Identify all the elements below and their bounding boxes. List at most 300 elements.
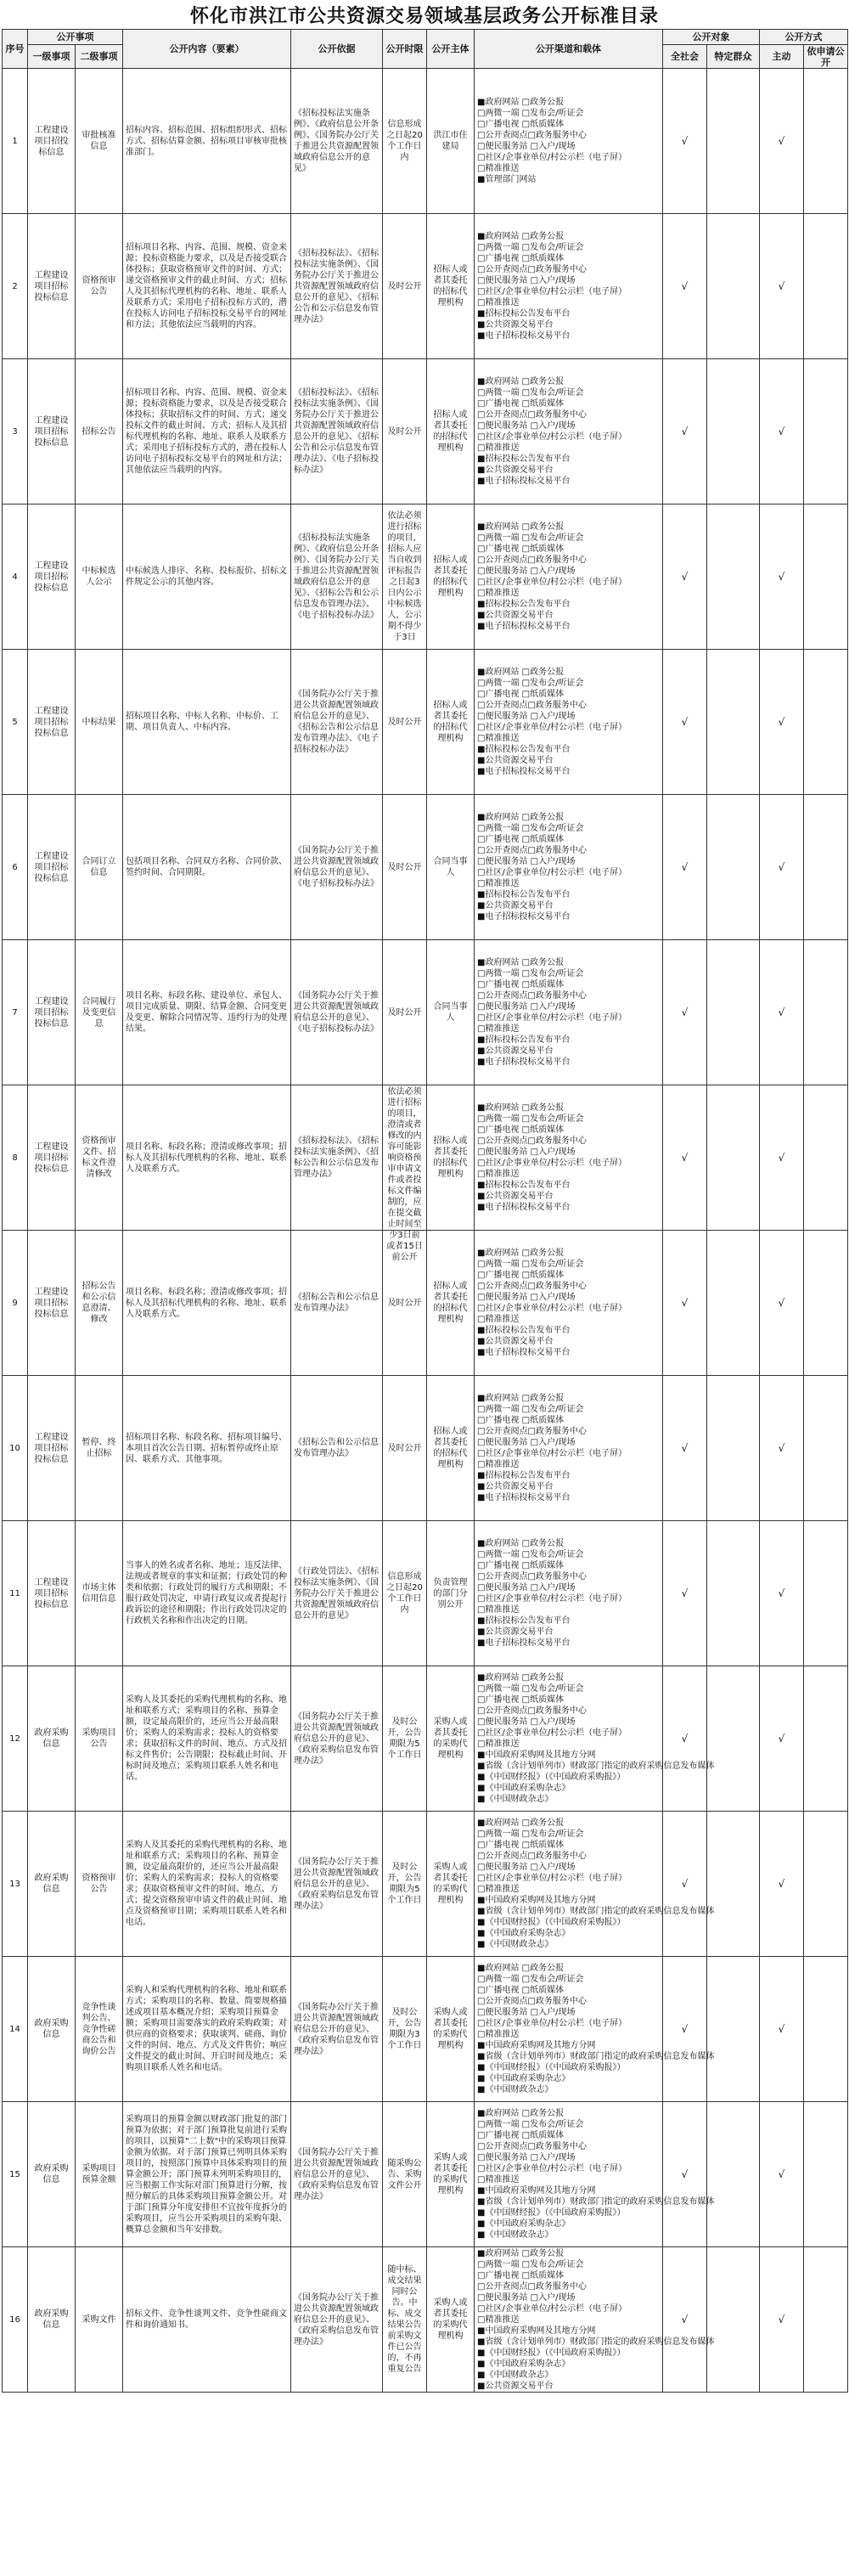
row-apply: [804, 650, 848, 795]
row-active: [760, 795, 804, 940]
channel-item: ■政府网站 □政务公报: [477, 1818, 565, 1828]
channel-item: □公开查阅点□政务服务中心: [477, 991, 587, 1001]
row-channel: [475, 504, 663, 650]
channel-item: □精准推送: [477, 2030, 520, 2039]
row-active-text: √: [778, 1296, 785, 1309]
row-society-text: √: [681, 1877, 689, 1890]
row-specific: [707, 69, 760, 214]
row-channel: [475, 359, 663, 504]
channel-item: ■政府网站 □政务公报: [477, 1673, 565, 1683]
row-society: [663, 359, 707, 504]
row-level1: [28, 1812, 76, 1957]
header-target: 公开对象: [663, 30, 760, 45]
row-channel: [475, 1085, 663, 1231]
row-basis-text: 《招标投标法》、《招标投标法实施条例》、《国务院办公厅关于推进公共资源配置领域政府信息公开的意见》、《招标公告和公示信息发布管理办法》: [294, 248, 379, 324]
row-society-text: √: [681, 860, 689, 873]
row-specific: [707, 1521, 760, 1666]
channel-item: ■公共资源交易平台: [477, 901, 554, 910]
row-time-text: 及时公开，公告期限为5个工作日: [387, 1717, 422, 1760]
channel-item: □精准推送: [477, 734, 520, 743]
channel-item: □社区/企事业单位/村公示栏（电子屏）: [477, 868, 627, 877]
row-basis-text: 《国务院办公厅关于推进公共资源配置领域政府信息公开的意见》、《政府采购信息发布管理办法》: [294, 2292, 379, 2347]
row-time: [383, 2247, 427, 2393]
channel-item: □便民服务站 □入户/现场: [477, 566, 576, 576]
row-society: [663, 1812, 707, 1957]
row-seq: [3, 940, 28, 1085]
row-active-text: √: [778, 1006, 785, 1018]
row-content: [123, 1957, 291, 2102]
channel-item: ■公共资源交易平台: [477, 1046, 554, 1056]
row-specific: [707, 2247, 760, 2393]
channel-item: ■政府网站 □政务公报: [477, 232, 565, 241]
channel-item: □广播电视 □纸质媒体: [477, 1416, 565, 1425]
row-content: [123, 795, 291, 940]
row-basis: [291, 1812, 383, 1957]
channel-item: □社区/企事业单位/村公示栏（电子屏）: [477, 153, 627, 162]
row-level1-text: 工程建设项目招标投标信息: [34, 851, 69, 883]
channel-item: ■《中国政府采购杂志》: [477, 2359, 571, 2369]
channel-item: □便民服务站 □入户/现场: [477, 1863, 576, 1872]
row-society-text: √: [681, 134, 689, 147]
row-active: [760, 504, 804, 650]
row-level1: [28, 359, 76, 504]
row-level2-text: 采购项目公告: [82, 1728, 116, 1749]
row-apply: [804, 1376, 848, 1521]
row-seq-text: 14: [9, 2024, 20, 2034]
channel-item: ■中国政府采购网及其地方分网: [477, 2186, 596, 2196]
row-time-text: 及时公开: [387, 1007, 422, 1017]
row-basis-text: 《国务院办公厅关于推进公共资源配置领域政府信息公开的意见》、《电子招标投标办法》: [294, 991, 379, 1034]
channel-item: ■《中国财经报》（《中国政府采购报》）: [477, 2208, 626, 2218]
row-level2: [76, 1957, 123, 2102]
row-subject: [427, 1521, 475, 1666]
row-level1: [28, 1666, 76, 1812]
row-active-text: √: [778, 860, 785, 873]
row-basis-text: 《国务院办公厅关于推进公共资源配置领域政府信息公开的意见》、《政府采购信息发布管理办法》: [294, 2002, 379, 2056]
row-basis: [291, 795, 383, 940]
row-level1: [28, 2102, 76, 2247]
channel-item: ■电子招标投标交易平台: [477, 1348, 571, 1357]
row-seq-text: 10: [9, 1443, 20, 1453]
row-seq: [3, 2247, 28, 2393]
row-seq-text: 13: [9, 1879, 20, 1889]
row-time: [383, 69, 427, 214]
row-apply: [804, 69, 848, 214]
channel-item: ■中国政府采购网及其地方分网: [477, 1750, 596, 1760]
table-row: [3, 940, 848, 1085]
row-subject: [427, 1666, 475, 1812]
row-subject: [427, 1231, 475, 1376]
row-level2: [76, 1812, 123, 1957]
row-time: [383, 2102, 427, 2247]
channel-item: □两微一端 □发布会/听证会: [477, 1975, 584, 1984]
row-subject-text: 招标人或者其委托的招标代理机构: [433, 555, 468, 598]
row-active: [760, 359, 804, 504]
row-level2-text: 合同订立信息: [82, 857, 116, 877]
row-time: [383, 1812, 427, 1957]
row-basis: [291, 1666, 383, 1812]
channel-item: □广播电视 □纸质媒体: [477, 399, 565, 409]
row-seq: [3, 650, 28, 795]
row-society-text: √: [681, 570, 689, 583]
channel-item: □精准推送: [477, 1170, 520, 1179]
row-specific: [707, 1957, 760, 2102]
row-apply: [804, 1085, 848, 1231]
row-basis: [291, 2102, 383, 2247]
channel-item: □社区/企事业单位/村公示栏（电子屏）: [477, 723, 627, 732]
row-subject-text: 采购人或者其委托的采购代理机构: [433, 2298, 468, 2341]
row-level1-text: 政府采购信息: [34, 2309, 69, 2330]
row-level1-text: 政府采购信息: [34, 1874, 69, 1894]
channel-item: ■政府网站 □政务公报: [477, 2249, 565, 2258]
channel-item: □精准推送: [477, 298, 520, 307]
row-level2: [76, 940, 123, 1085]
row-content: [123, 69, 291, 214]
row-basis-text: 《招标公告和公示信息发布管理办法》: [294, 1438, 379, 1458]
channel-item: ■电子招标投标交易平台: [477, 1057, 571, 1067]
row-channel: [475, 214, 663, 359]
row-basis-text: 《招标投标法实施条例》、《政府信息公开条例》、《国务院办公厅关于推进公共资源配置领域政府信息公开的意见》: [294, 109, 379, 173]
channel-item: ■招标投标公告发布平台: [477, 600, 571, 609]
channel-item: □公开查阅点□政务服务中心: [477, 1136, 587, 1146]
row-channel: [475, 2247, 715, 2393]
channel-item: ■公共资源交易平台: [477, 465, 554, 475]
channel-item: □广播电视 □纸质媒体: [477, 544, 565, 554]
row-level2-text: 采购文件: [82, 2314, 116, 2325]
row-basis-text: 《招标投标法》、《招标投标法实施条例》、《国务院办公厅关于推进公共资源配置领域政府信息公开的意见》、《招标公告和公示信息发布管理办法》、《电子招标投标办法》: [294, 388, 379, 475]
row-basis: [291, 504, 383, 650]
row-subject-text: 招标人或者其委托的招标代理机构: [433, 1427, 468, 1469]
channel-item: □两微一端 □发布会/听证会: [477, 388, 584, 397]
row-subject-text: 招标人或者其委托的招标代理机构: [433, 1136, 468, 1179]
row-society: [663, 2102, 707, 2247]
row-society: [663, 69, 707, 214]
row-subject-text: 招标人或者其委托的招标代理机构: [433, 410, 468, 453]
row-subject: [427, 214, 475, 359]
row-level2-text: 资格预审公告: [82, 1874, 116, 1894]
row-seq-text: 4: [12, 572, 18, 582]
channel-item: □两微一端 □发布会/听证会: [477, 1405, 584, 1414]
row-apply: [804, 940, 848, 1085]
row-content: [123, 2247, 291, 2393]
row-channel: [475, 1376, 663, 1521]
header-active: 主动: [760, 45, 804, 69]
channel-item: □公开查阅点□政务服务中心: [477, 2282, 587, 2291]
channel-item: □广播电视 □纸质媒体: [477, 120, 565, 129]
channel-item: ■政府网站 □政务公报: [477, 813, 565, 822]
row-level2-text: 合同履行及变更信息: [82, 996, 116, 1029]
channel-item: ■电子招标投标交易平台: [477, 1638, 571, 1648]
row-level1-text: 工程建设项目招投标信息: [34, 125, 69, 157]
row-level2-text: 中标候选人公示: [82, 566, 116, 587]
row-specific: [707, 1231, 760, 1376]
row-level2: [76, 650, 123, 795]
row-seq-text: 16: [9, 2314, 20, 2325]
row-basis-text: 《国务院办公厅关于推进公共资源配置领域政府信息公开的意见》、《招标公告和公示信息发布管理办法》、《电子招标投标办法》: [294, 690, 379, 754]
row-active: [760, 1231, 804, 1376]
row-time-text: 及时公开，公告期限为3个工作日: [387, 2008, 422, 2050]
row-content-text: 中标候选人排序、名称、投标报价、招标文件规定公示的其他内容。: [126, 566, 287, 587]
header-society: 全社会: [663, 45, 707, 69]
row-apply: [804, 1812, 848, 1957]
row-time-text: 信息形成之日起20个工作日内: [386, 1572, 423, 1615]
channel-item: ■中国政府采购网及其地方分网: [477, 1896, 596, 1905]
row-time: [383, 359, 427, 504]
row-time: [383, 504, 427, 650]
row-content: [123, 359, 291, 504]
row-level2: [76, 214, 123, 359]
row-content-text: 采购项目的预算金额以财政部门批复的部门预算为依据；对于部门预算批复前进行采购的项目，以预算"二上数"中的采购项目预算金额为依据。对于部门预算已列明具体采购项目的，按照部门预算中具体采购项目的预算金额公开；部门预算未列明采购项目的，应当根据工作实际对部门预算进行分解，按照分解后的具体采购项目预算金额公开。对于部门预算分年度安排但不宜按年度拆分的采购项目，应当公开采购项目的采购年限、概算总金额和当年安排数。: [126, 2114, 287, 2235]
row-level2: [76, 2102, 123, 2247]
row-level1: [28, 940, 76, 1085]
row-society-text: √: [681, 1732, 689, 1745]
header-method: 公开方式: [760, 30, 848, 45]
row-content-text: 项目名称、标段名称、建设单位、承包人、项目完成质量、期限、结算金额、合同变更及变更、解除合同情况等、违约行为的处理结果。: [126, 991, 287, 1034]
row-society-text: √: [681, 1587, 689, 1599]
row-apply: [804, 2247, 848, 2393]
channel-item: □公开查阅点□政务服务中心: [477, 265, 587, 274]
header-level2: 二级事项: [76, 45, 123, 69]
channel-item: ■公共资源交易平台: [477, 1482, 554, 1491]
channel-item: ■政府网站 □政务公报: [477, 668, 565, 677]
channel-item: ■招标投标公告发布平台: [477, 1181, 571, 1190]
row-content-text: 项目名称、标段名称；澄清或修改事项；招标人及其招标代理机构的名称、地址、联系人及联系方式。: [126, 1141, 287, 1174]
table-row: [3, 795, 848, 940]
header-matter: 公开事项: [28, 30, 123, 45]
row-society-text: √: [681, 1441, 689, 1454]
channel-item: □社区/企事业单位/村公示栏（电子屏）: [477, 1874, 627, 1883]
channel-item: □两微一端 □发布会/听证会: [477, 679, 584, 688]
row-content: [123, 1231, 291, 1376]
row-content-text: 招标项目名称、内容、范围、规模、资金来源；投标资格能力要求，以及是否接受联合体投标；获取招标文件的时间、方式；递交投标文件的截止时间、方式；招标人及其招标代理机构的名称、地址、联系人及联系方式；采用电子招标投标方式的，潜在投标人访问电子招标投标交易平台的网址和方法；其他依法应当载明的内容。: [126, 388, 287, 475]
table-row: [3, 1521, 848, 1666]
channel-item: □两微一端 □发布会/听证会: [477, 1684, 584, 1694]
channel-item: □便民服务站 □入户/现场: [477, 2153, 576, 2162]
channel-item: □广播电视 □纸质媒体: [477, 1986, 565, 1995]
row-basis-text: 《国务院办公厅关于推进公共资源配置领域政府信息公开的意见》、《政府采购信息发布管理办法》: [294, 2147, 379, 2201]
row-society: [663, 214, 707, 359]
row-active-text: √: [778, 1877, 785, 1890]
row-active: [760, 1666, 804, 1812]
row-apply: [804, 1231, 848, 1376]
channel-item: ■《中国政府采购杂志》: [477, 1784, 571, 1793]
channel-item: □公开查阅点□政务服务中心: [477, 2142, 587, 2151]
channel-item: ■《中国财政杂志》: [477, 2230, 554, 2240]
row-channel: [475, 795, 663, 940]
channel-item: □精准推送: [477, 879, 520, 888]
channel-item: ■电子招标投标交易平台: [477, 767, 571, 776]
row-specific: [707, 2102, 760, 2247]
row-active-text: √: [778, 2167, 785, 2180]
row-content-text: 招标内容、招标范围、招标组织形式、招标方式、招标估算金额、招标项目审核审批核准部门。: [126, 125, 287, 157]
row-subject: [427, 1812, 475, 1957]
channel-item: ■《中国财经报》（《中国政府采购报》）: [477, 1918, 626, 1927]
channel-item: □社区/企事业单位/村公示栏（电子屏）: [477, 1728, 627, 1738]
row-content-text: 包括项目名称、合同双方名称、合同价款、签约时间、合同期限。: [126, 857, 287, 877]
row-seq: [3, 1812, 28, 1957]
channel-item: □便民服务站 □入户/现场: [477, 2008, 576, 2017]
channel-item: ■《中国财政杂志》: [477, 1940, 554, 1949]
row-active-text: √: [778, 715, 785, 728]
channel-item: ■招标投标公告发布平台: [477, 745, 571, 754]
row-seq: [3, 1666, 28, 1812]
channel-item: ■政府网站 □政务公报: [477, 958, 565, 967]
table-body: [3, 69, 848, 2393]
row-specific: [707, 1376, 760, 1521]
header-content: 公开内容（要素）: [123, 30, 291, 69]
row-apply: [804, 504, 848, 650]
standard-catalog-table: [2, 29, 848, 2393]
table-row: [3, 1812, 848, 1957]
row-seq: [3, 1231, 28, 1376]
channel-item: □公开查阅点□政务服务中心: [477, 131, 587, 140]
channel-item: ■省级（含计划单列市）财政部门指定的政府采购信息发布媒体: [477, 1907, 715, 1916]
row-level1: [28, 69, 76, 214]
row-society: [663, 2247, 707, 2393]
table-row: [3, 1085, 848, 1231]
channel-item: ■公共资源交易平台: [477, 756, 554, 765]
channel-item: ■招标投标公告发布平台: [477, 890, 571, 899]
row-level1: [28, 1231, 76, 1376]
channel-item: ■电子招标投标交易平台: [477, 476, 571, 486]
row-active: [760, 650, 804, 795]
row-subject: [427, 504, 475, 650]
channel-item: □广播电视 □纸质媒体: [477, 2131, 565, 2140]
channel-item: □便民服务站 □入户/现场: [477, 1293, 576, 1302]
row-channel: [475, 1231, 663, 1376]
channel-item: □精准推送: [477, 1460, 520, 1469]
row-subject-text: 采购人或者其委托的采购代理机构: [433, 2008, 468, 2050]
channel-item: □两微一端 □发布会/听证会: [477, 1260, 584, 1269]
row-subject: [427, 2102, 475, 2247]
row-apply: [804, 359, 848, 504]
row-level1: [28, 1085, 76, 1231]
channel-item: ■招标投标公告发布平台: [477, 309, 571, 318]
row-time: [383, 1666, 427, 1812]
channel-item: □精准推送: [477, 589, 520, 598]
row-content: [123, 1376, 291, 1521]
row-subject-text: 招标人或者其委托的招标代理机构: [433, 701, 468, 743]
row-content: [123, 504, 291, 650]
channel-item: ■中国政府采购网及其地方分网: [477, 2041, 596, 2050]
row-seq: [3, 2102, 28, 2247]
row-seq-text: 3: [12, 426, 18, 437]
row-active-text: √: [778, 279, 785, 292]
row-active: [760, 2247, 804, 2393]
channel-item: □广播电视 □纸质媒体: [477, 1695, 565, 1705]
table-row: [3, 69, 848, 214]
row-subject: [427, 1957, 475, 2102]
row-specific: [707, 1085, 760, 1231]
row-apply: [804, 1666, 848, 1812]
row-subject-text: 合同当事人: [433, 1002, 468, 1023]
channel-item: □社区/企事业单位/村公示栏（电子屏）: [477, 1013, 627, 1023]
channel-item: □广播电视 □纸质媒体: [477, 1271, 565, 1280]
row-society-text: √: [681, 715, 689, 728]
channel-item: □社区/企事业单位/村公示栏（电子屏）: [477, 1449, 627, 1458]
row-subject: [427, 2247, 475, 2393]
channel-item: □精准推送: [477, 2315, 520, 2325]
row-seq-text: 6: [12, 862, 18, 872]
row-level1-text: 工程建设项目招标投标信息: [34, 561, 69, 593]
row-time-text: 及时公开: [387, 717, 422, 727]
row-seq: [3, 359, 28, 504]
row-level2-text: 资格预审文件、招标文件澄清修改: [82, 1136, 116, 1179]
row-time-text: 随中标、成交结果同时公告。中标、成交结果公告前采购文件已公告的，不再重复公告: [387, 2265, 422, 2374]
channel-item: ■省级（含计划单列市）财政部门指定的政府采购信息发布媒体: [477, 2337, 715, 2347]
channel-item: ■政府网站 □政务公报: [477, 1103, 565, 1113]
row-basis-text: 《国务院办公厅关于推进公共资源配置领域政府信息公开的意见》、《电子招标投标办法》: [294, 846, 379, 888]
row-level2: [76, 1376, 123, 1521]
row-active-text: √: [778, 2313, 785, 2325]
channel-item: □公开查阅点□政务服务中心: [477, 701, 587, 710]
row-society: [663, 1085, 707, 1231]
row-level1-text: 工程建设项目招标投标信息: [34, 1141, 69, 1174]
row-level1: [28, 650, 76, 795]
row-specific: [707, 940, 760, 1085]
row-society: [663, 1376, 707, 1521]
channel-item: □广播电视 □纸质媒体: [477, 1561, 565, 1570]
row-basis-text: 《国务院办公厅关于推进公共资源配置领域政府信息公开的意见》、《政府采购信息发布管理办法》: [294, 1711, 379, 1766]
channel-item: □广播电视 □纸质媒体: [477, 2271, 565, 2280]
row-content: [123, 1812, 291, 1957]
channel-item: ■电子招标投标交易平台: [477, 1493, 571, 1502]
channel-item: □便民服务站 □入户/现场: [477, 421, 576, 431]
row-seq-text: 5: [12, 717, 18, 727]
channel-item: ■《中国政府采购杂志》: [477, 2074, 571, 2083]
row-subject: [427, 795, 475, 940]
channel-item: ■公共资源交易平台: [477, 1337, 554, 1346]
row-society-text: √: [681, 2022, 689, 2035]
channel-item: ■公共资源交易平台: [477, 1627, 554, 1637]
channel-item: □社区/企事业单位/村公示栏（电子屏）: [477, 2019, 627, 2028]
row-active-text: √: [778, 1732, 785, 1745]
row-level2: [76, 1521, 123, 1666]
channel-item: □精准推送: [477, 164, 520, 173]
row-basis-text: 《招标投标法》、《招标投标法实施条例》、《招标公告和公示信息发布管理办法》: [294, 1136, 379, 1179]
row-seq-text: 15: [9, 2169, 20, 2179]
row-active: [760, 1812, 804, 1957]
channel-item: □两微一端 □发布会/听证会: [477, 243, 584, 252]
row-level1: [28, 1376, 76, 1521]
channel-item: □两微一端 □发布会/听证会: [477, 2260, 584, 2269]
row-level2: [76, 1085, 123, 1231]
channel-item: ■政府网站 □政务公报: [477, 1539, 565, 1548]
channel-item: ■公共资源交易平台: [477, 1192, 554, 1201]
row-seq-text: 1: [12, 136, 18, 146]
row-content-text: 招标项目名称、中标人名称、中标价、工期、项目负责人、中标内容。: [126, 712, 278, 732]
row-seq: [3, 69, 28, 214]
channel-item: ■《中国财经报》（《中国政府采购报》）: [477, 2348, 626, 2358]
channel-item: □两微一端 □发布会/听证会: [477, 2120, 584, 2129]
row-level2-text: 招标公告: [82, 426, 116, 437]
row-seq-text: 11: [9, 1588, 20, 1598]
row-level2-text: 招标公告和公示信息澄清、修改: [82, 1282, 116, 1324]
page-title: 怀化市洪江市公共资源交易领域基层政务公开标准目录: [189, 5, 659, 27]
channel-item: □社区/企事业单位/村公示栏（电子屏）: [477, 1594, 627, 1604]
row-content-text: 招标项目名称、内容、范围、规模、资金来源；投标资格能力要求，以及是否接受联合体投标；获取资格预审文件的时间、方式；递交资格预审文件的截止时间、方式；招标人及其招标代理机构的名称、地址、联系人及联系方式；采用电子招标投标方式的，潜在投标人访问电子招标投标交易平台的网址和方法；其他依法应当载明的内容。: [126, 243, 287, 330]
row-seq-text: 7: [12, 1007, 18, 1017]
row-level1-text: 工程建设项目招标投标信息: [34, 706, 69, 738]
row-time-text: 及时公开，公告期限为5个工作日: [387, 1863, 422, 1905]
row-seq-text: 12: [9, 1733, 20, 1744]
row-active: [760, 940, 804, 1085]
channel-item: □社区/企事业单位/村公示栏（电子屏）: [477, 1158, 627, 1168]
channel-item: □社区/企事业单位/村公示栏（电子屏）: [477, 578, 627, 587]
row-level1: [28, 1521, 76, 1666]
row-time-text: 及时公开: [387, 1298, 422, 1308]
row-channel: [475, 1666, 715, 1812]
